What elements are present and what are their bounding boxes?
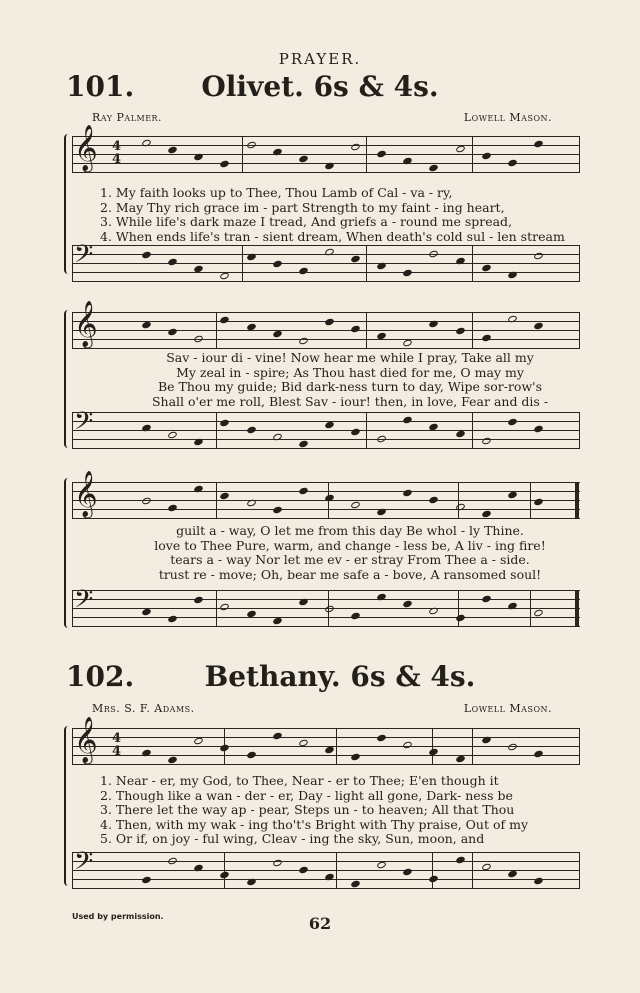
notehead xyxy=(272,260,283,269)
notehead xyxy=(507,315,518,324)
notehead xyxy=(272,732,283,741)
notehead xyxy=(141,424,152,433)
notehead xyxy=(193,596,204,605)
notehead xyxy=(272,859,283,868)
notehead xyxy=(193,153,204,162)
lyric-line: 2. Though like a wan - der - er, Day - light all gone, Dark- ness be xyxy=(100,788,513,803)
notehead xyxy=(507,159,518,168)
notehead xyxy=(193,485,204,494)
notehead xyxy=(533,252,544,261)
treble-staff xyxy=(72,471,580,519)
notehead xyxy=(350,143,361,152)
lyric-line: Sav - iour di - vine! Now hear me while I pray, Take all my xyxy=(166,351,534,365)
treble-staff xyxy=(72,717,580,765)
lyric-line: Be Thou my guide; Bid dark-ness turn to day, Wipe sor-row's xyxy=(157,380,543,395)
notehead xyxy=(324,318,335,327)
notehead xyxy=(220,744,231,753)
notehead xyxy=(455,503,466,512)
lyric-line: 4. When ends life's tran - sient dream, When death's cold sul - len stream xyxy=(100,229,565,244)
notehead xyxy=(507,743,518,752)
notehead xyxy=(167,258,178,267)
bass-staff xyxy=(72,585,580,627)
notehead xyxy=(350,325,361,334)
lyric-line: trust re - move; Oh, bear me safe a - bove, A ransomed soul! xyxy=(158,567,542,582)
footer-note: Used by permission. xyxy=(72,912,164,921)
bass-clef-icon: 𝄢 xyxy=(74,407,94,442)
notehead xyxy=(481,152,492,161)
lyric-line: 4. Then, with my wak - ing tho't's Bright with Thy praise, Out of my xyxy=(100,817,529,832)
notehead xyxy=(402,416,413,425)
lyric-line: 5. Or if, on joy - ful wing, Cleav - ing the sky, Sun, moon, and xyxy=(100,832,485,847)
notehead xyxy=(402,269,413,278)
notehead xyxy=(246,426,257,435)
bass-staff xyxy=(72,407,580,449)
bass-clef-icon: 𝄢 xyxy=(74,240,94,275)
notehead xyxy=(298,267,309,276)
notehead xyxy=(272,433,283,442)
author: Ray Palmer. xyxy=(92,111,163,124)
notehead xyxy=(429,496,440,505)
notehead xyxy=(402,489,413,498)
notehead xyxy=(376,734,387,743)
hymn-101-title xyxy=(0,70,640,110)
bass-staff xyxy=(72,240,580,282)
treble-clef-icon: 𝄞 xyxy=(74,717,98,763)
notehead xyxy=(246,141,257,150)
notehead xyxy=(141,139,152,148)
treble-clef-icon: 𝄞 xyxy=(74,471,98,517)
notehead xyxy=(402,868,413,877)
notehead xyxy=(481,334,492,343)
notehead xyxy=(533,877,544,886)
notehead xyxy=(141,876,152,885)
system-bracket xyxy=(64,726,71,886)
treble-clef-icon: 𝄞 xyxy=(74,125,98,171)
notehead xyxy=(402,157,413,166)
notehead xyxy=(376,508,387,517)
notehead xyxy=(402,339,413,348)
notehead xyxy=(533,425,544,434)
lyric-line: 1. Near - er, my God, to Thee, Near - er to Thee; E'en though it xyxy=(100,774,499,788)
page-number: 62 xyxy=(308,914,332,933)
notehead xyxy=(455,856,466,865)
lyric-line: tears a - way Nor let me ev - er stray From Thee a - side. xyxy=(170,553,530,568)
tune-name: Olivet. 6s & 4s. xyxy=(201,70,439,103)
lyric-line: guilt a - way, O let me from this day Be whol - ly Thine. xyxy=(176,524,524,538)
notehead xyxy=(481,437,492,446)
lyric-line: 3. While life's dark maze I tread, And griefs a - round me spread, xyxy=(100,215,513,230)
lyrics-block xyxy=(100,186,580,244)
notehead xyxy=(455,327,466,336)
system-bracket xyxy=(64,310,71,448)
notehead xyxy=(507,418,518,427)
lyrics-block xyxy=(120,351,580,409)
notehead xyxy=(220,316,231,325)
notehead xyxy=(455,257,466,266)
bass-clef-icon: 𝄢 xyxy=(74,847,94,882)
notehead xyxy=(429,250,440,259)
notehead xyxy=(350,428,361,437)
notehead xyxy=(167,615,178,624)
notehead xyxy=(272,148,283,157)
notehead xyxy=(481,595,492,604)
notehead xyxy=(455,614,466,623)
time-signature: 4 4 xyxy=(112,139,122,167)
notehead xyxy=(298,487,309,496)
notehead xyxy=(350,612,361,621)
notehead xyxy=(376,593,387,602)
time-signature: 4 4 xyxy=(112,731,122,759)
hymn-102-title xyxy=(0,660,640,700)
notehead xyxy=(141,497,152,506)
notehead xyxy=(141,749,152,758)
lyrics-block xyxy=(120,524,580,582)
lyric-line: Shall o'er me roll, Blest Sav - iour! then, in love, Fear and dis - xyxy=(151,394,549,409)
notehead xyxy=(324,494,335,503)
composer: Lowell Mason. xyxy=(463,111,552,124)
lyric-line: 3. There let the way ap - pear, Steps un - to heaven; All that Thou xyxy=(100,803,515,818)
hymn-number: 102. xyxy=(66,660,135,693)
notehead xyxy=(324,605,335,614)
notehead xyxy=(324,248,335,257)
notehead xyxy=(298,337,309,346)
treble-staff xyxy=(72,125,580,173)
notehead xyxy=(324,873,335,882)
notehead xyxy=(402,741,413,750)
bass-staff xyxy=(72,847,580,889)
notehead xyxy=(376,861,387,870)
treble-staff xyxy=(72,301,580,349)
notehead xyxy=(193,438,204,447)
author: Mrs. S. F. Adams. xyxy=(92,702,195,715)
notehead xyxy=(429,875,440,884)
notehead xyxy=(376,262,387,271)
notehead xyxy=(376,150,387,159)
notehead xyxy=(533,750,544,759)
notehead xyxy=(220,419,231,428)
notehead xyxy=(167,328,178,337)
notehead xyxy=(193,737,204,746)
notehead xyxy=(246,751,257,760)
notehead xyxy=(350,753,361,762)
notehead xyxy=(272,506,283,515)
treble-clef-icon: 𝄞 xyxy=(74,301,98,347)
notehead xyxy=(167,857,178,866)
notehead xyxy=(141,251,152,260)
notehead xyxy=(193,335,204,344)
lyric-line: My zeal in - spire; As Thou hast died for me, O may my xyxy=(176,365,524,380)
notehead xyxy=(220,160,231,169)
notehead xyxy=(376,435,387,444)
notehead xyxy=(220,603,231,612)
bass-clef-icon: 𝄢 xyxy=(74,585,94,620)
lyric-line: 1. My faith looks up to Thee, Thou Lamb of Cal - va - ry, xyxy=(100,186,453,200)
lyrics-block xyxy=(100,774,580,847)
hymn-number: 101. xyxy=(66,70,135,103)
composer: Lowell Mason. xyxy=(463,702,552,715)
section-title: PRAYER. xyxy=(278,50,362,68)
lyric-line: love to Thee Pure, warm, and change - less be, A liv - ing fire! xyxy=(154,538,546,553)
lyric-line: 2. May Thy rich grace im - part Strength to my faint - ing heart, xyxy=(100,200,505,215)
notehead xyxy=(298,866,309,875)
notehead xyxy=(193,864,204,873)
system-bracket xyxy=(64,478,71,628)
notehead xyxy=(533,498,544,507)
notehead xyxy=(507,602,518,611)
notehead xyxy=(533,140,544,149)
tune-name: Bethany. 6s & 4s. xyxy=(204,660,476,693)
notehead xyxy=(167,504,178,513)
system-bracket xyxy=(64,134,71,274)
